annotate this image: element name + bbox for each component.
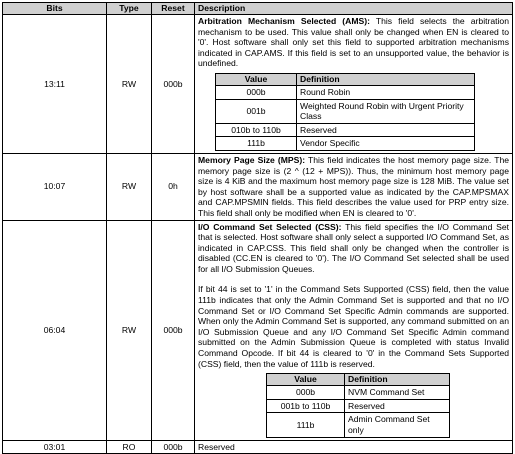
sub-value: 010b to 110b <box>216 123 297 137</box>
sub-row <box>267 413 450 437</box>
register-field-table <box>2 2 513 454</box>
field-text: This field indicates the host memory page size. The memory page size is (2 ^ (12 + MPS)). Thus, the minimum host memory page size is 4 KiB and the maximum host memory page size is 128 MiB. The value set by host software shall be a supported value as indicated by the CAP.MPSMAX and CAP.MPSMIN fields. This field describes the value used for PRP entry size. This field shall only be modified when EN is cleared to '0'. <box>198 154 510 218</box>
reset-cell: 0h <box>152 153 195 220</box>
sub-row <box>216 85 475 99</box>
description-paragraph <box>198 222 509 275</box>
reset-cell: 000b <box>152 220 195 440</box>
bits-cell: 10:07 <box>3 153 107 220</box>
type-cell: RW <box>107 15 152 154</box>
reset-cell: 000b <box>152 440 195 454</box>
sub-value: 001b to 110b <box>267 399 345 413</box>
sub-value: 001b <box>216 99 297 123</box>
table-row-css <box>3 220 513 440</box>
sub-header-value: Value <box>216 73 297 85</box>
field-text: This field specifies the I/O Command Set that is selected. Host software shall only select a supported I/O Command Set, as indicated in CAP.CSS. This field shall only be changed when the controller is disabled (CC.EN is cleared to '0'). The I/O Command Set selected shall be used for all I/O Submission Queues. <box>198 221 509 274</box>
sub-row <box>267 399 450 413</box>
sub-definition: Reserved <box>297 123 475 137</box>
description-cell <box>195 220 513 440</box>
description-paragraph <box>198 155 509 219</box>
field-title: I/O Command Set Selected (CSS): <box>198 221 342 232</box>
paragraph-spacer <box>198 274 509 284</box>
header-type: Type <box>107 3 152 15</box>
value-definition-table <box>215 73 475 151</box>
table-row-reserved <box>3 440 513 454</box>
sub-definition: Round Robin <box>297 85 475 99</box>
bits-cell: 03:01 <box>3 440 107 454</box>
value-definition-table-wrap <box>266 373 509 437</box>
sub-header-definition: Definition <box>297 73 475 85</box>
description-paragraph <box>198 16 509 69</box>
sub-definition: NVM Command Set <box>345 386 450 400</box>
type-cell: RW <box>107 220 152 440</box>
sub-definition: Vendor Specific <box>297 137 475 151</box>
sub-value: 111b <box>267 413 345 437</box>
field-title: Arbitration Mechanism Selected (AMS): <box>198 16 370 26</box>
sub-value: 000b <box>267 386 345 400</box>
sub-row <box>216 137 475 151</box>
sub-header-row <box>267 374 450 386</box>
sub-definition: Reserved <box>345 399 450 413</box>
bits-cell: 06:04 <box>3 220 107 440</box>
sub-value: 000b <box>216 85 297 99</box>
type-cell: RW <box>107 153 152 220</box>
description-cell <box>195 153 513 220</box>
description-cell: Reserved <box>195 440 513 454</box>
table-row-ams <box>3 15 513 154</box>
sub-row <box>216 99 475 123</box>
sub-row <box>216 123 475 137</box>
header-bits: Bits <box>3 3 107 15</box>
value-definition-table-wrap <box>215 73 509 151</box>
sub-header-value: Value <box>267 374 345 386</box>
header-description: Description <box>195 3 513 15</box>
description-cell <box>195 15 513 154</box>
sub-definition: Weighted Round Robin with Urgent Priority Class <box>297 99 475 123</box>
type-cell: RO <box>107 440 152 454</box>
table-row-mps <box>3 153 513 220</box>
header-reset: Reset <box>152 3 195 15</box>
field-title: Memory Page Size (MPS): <box>198 154 306 165</box>
sub-header-row <box>216 73 475 85</box>
sub-row <box>267 386 450 400</box>
field-text: This field selects the arbitration mechanism to be used. This value shall only be changed when EN is cleared to '0'. Host software shall only set this field to supported arbitration mechanisms indicated in CAP.AMS. If this field is set to an unsupported value, the behavior is undefined. <box>198 16 509 69</box>
value-definition-table <box>266 373 450 437</box>
bits-cell: 13:11 <box>3 15 107 154</box>
description-paragraph-2: If bit 44 is set to '1' in the Command Sets Supported (CSS) field, then the value 111b indicates that only the Admin Command Set is supported and that no I/O Command Set or I/O Command Set Specific Admin commands are supported. When only the Admin Command Set is supported, any command submitted on an I/O Submission Queue and any I/O Command Set Specific Admin command submitted on the Admin Submission Queue is completed with status Invalid Command Opcode. If bit 44 is cleared to '0' in the Command Sets Supported (CSS) field, then the value of 111b is reserved. <box>198 284 509 369</box>
sub-header-definition: Definition <box>345 374 450 386</box>
reset-cell: 000b <box>152 15 195 154</box>
table-header-row <box>3 3 513 15</box>
sub-value: 111b <box>216 137 297 151</box>
sub-definition: Admin Command Set only <box>345 413 450 437</box>
